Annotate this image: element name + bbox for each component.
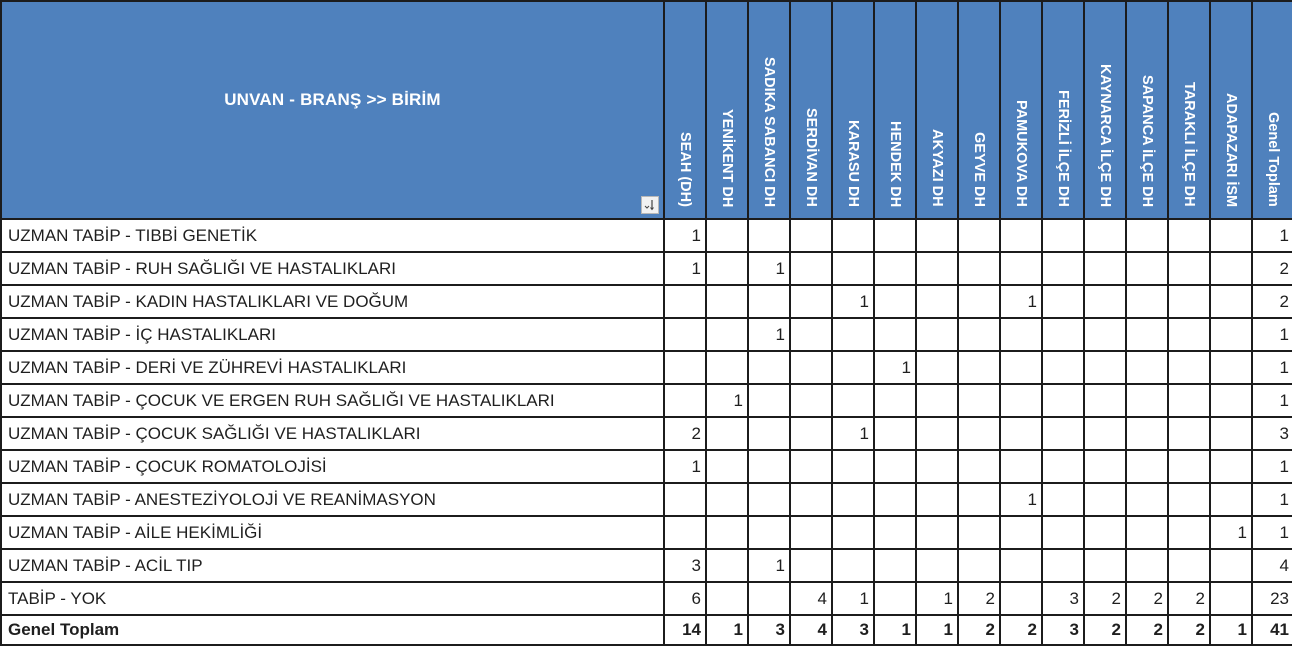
- value-cell[interactable]: [832, 252, 874, 285]
- row-field-header: [1, 1, 664, 219]
- value-cell[interactable]: [1084, 252, 1126, 285]
- value-cell[interactable]: [748, 351, 790, 384]
- value-cell[interactable]: [1210, 351, 1252, 384]
- value-cell[interactable]: 2: [1168, 615, 1210, 645]
- value-cell[interactable]: [958, 219, 1000, 252]
- value-cell[interactable]: [874, 582, 916, 615]
- value-cell[interactable]: [664, 483, 706, 516]
- value-cell[interactable]: [1042, 252, 1084, 285]
- table-row: [1, 450, 1292, 483]
- value-cell[interactable]: [874, 285, 916, 318]
- value-cell[interactable]: 1: [1000, 483, 1042, 516]
- value-cell[interactable]: [916, 252, 958, 285]
- value-cell[interactable]: [1126, 285, 1168, 318]
- grand-total-cell[interactable]: 23: [1252, 582, 1292, 615]
- value-cell[interactable]: 2: [1126, 582, 1168, 615]
- grand-total-cell[interactable]: 1: [1252, 450, 1292, 483]
- value-cell[interactable]: [916, 483, 958, 516]
- value-cell[interactable]: [1042, 417, 1084, 450]
- value-cell[interactable]: 1: [916, 582, 958, 615]
- table-row: [1, 417, 1292, 450]
- row-field-header-label: UNVAN - BRANŞ >> BİRİM: [224, 90, 441, 109]
- value-cell[interactable]: [1210, 450, 1252, 483]
- value-cell[interactable]: 2: [1126, 615, 1168, 645]
- value-cell[interactable]: [1168, 384, 1210, 417]
- value-cell[interactable]: [748, 285, 790, 318]
- value-cell[interactable]: 2: [1168, 582, 1210, 615]
- value-cell[interactable]: [664, 384, 706, 417]
- table-row: [1, 384, 1292, 417]
- value-cell[interactable]: 1: [664, 450, 706, 483]
- row-label-cell[interactable]: UZMAN TABİP - ACİL TIP: [1, 549, 664, 582]
- row-label-cell[interactable]: UZMAN TABİP - KADIN HASTALIKLARI VE DOĞUM: [1, 285, 664, 318]
- value-cell[interactable]: 1: [916, 615, 958, 645]
- value-cell[interactable]: [664, 351, 706, 384]
- value-cell[interactable]: [748, 219, 790, 252]
- grand-total-row: [1, 615, 1292, 645]
- value-cell[interactable]: [916, 285, 958, 318]
- value-cell[interactable]: [1084, 483, 1126, 516]
- value-cell[interactable]: 1: [748, 318, 790, 351]
- value-cell[interactable]: [1084, 417, 1126, 450]
- filter-dropdown-button[interactable]: [641, 196, 659, 214]
- row-label-cell[interactable]: Genel Toplam: [1, 615, 664, 645]
- value-cell[interactable]: 1: [664, 219, 706, 252]
- value-cell[interactable]: [706, 351, 748, 384]
- value-cell[interactable]: [790, 516, 832, 549]
- value-cell[interactable]: [916, 450, 958, 483]
- value-cell[interactable]: 2: [1084, 582, 1126, 615]
- value-cell[interactable]: [1210, 219, 1252, 252]
- value-cell[interactable]: [1210, 252, 1252, 285]
- value-cell[interactable]: [958, 516, 1000, 549]
- column-header-serdivan[interactable]: SERDİVAN DH: [790, 1, 832, 219]
- value-cell[interactable]: [1126, 483, 1168, 516]
- value-cell[interactable]: [832, 450, 874, 483]
- value-cell[interactable]: [706, 417, 748, 450]
- value-cell[interactable]: [748, 417, 790, 450]
- value-cell[interactable]: [874, 384, 916, 417]
- value-cell[interactable]: [706, 219, 748, 252]
- grand-total-cell[interactable]: 2: [1252, 285, 1292, 318]
- value-cell[interactable]: [1042, 351, 1084, 384]
- value-cell[interactable]: [1126, 252, 1168, 285]
- value-cell[interactable]: [1126, 219, 1168, 252]
- column-header-akyazi[interactable]: AKYAZI DH: [916, 1, 958, 219]
- grand-total-cell[interactable]: 2: [1252, 252, 1292, 285]
- value-cell[interactable]: [790, 450, 832, 483]
- value-cell[interactable]: 3: [664, 549, 706, 582]
- value-cell[interactable]: [1126, 351, 1168, 384]
- value-cell[interactable]: [748, 384, 790, 417]
- column-header-sadika-sabanci[interactable]: SADIKA SABANCI DH: [748, 1, 790, 219]
- value-cell[interactable]: 2: [1084, 615, 1126, 645]
- value-cell[interactable]: [1168, 549, 1210, 582]
- grand-total-cell[interactable]: 3: [1252, 417, 1292, 450]
- value-cell[interactable]: [874, 219, 916, 252]
- value-cell[interactable]: [664, 516, 706, 549]
- value-cell[interactable]: [1000, 549, 1042, 582]
- value-cell[interactable]: [1000, 351, 1042, 384]
- value-cell[interactable]: [1210, 549, 1252, 582]
- pivot-body: [1, 219, 1292, 645]
- value-cell[interactable]: [1126, 417, 1168, 450]
- value-cell[interactable]: [958, 450, 1000, 483]
- value-cell[interactable]: [958, 384, 1000, 417]
- value-cell[interactable]: [1126, 549, 1168, 582]
- value-cell[interactable]: 6: [664, 582, 706, 615]
- table-row: [1, 318, 1292, 351]
- value-cell[interactable]: 3: [832, 615, 874, 645]
- value-cell[interactable]: [1042, 384, 1084, 417]
- value-cell[interactable]: [1168, 351, 1210, 384]
- value-cell[interactable]: [1042, 318, 1084, 351]
- value-cell[interactable]: [1000, 252, 1042, 285]
- value-cell[interactable]: [1126, 384, 1168, 417]
- value-cell[interactable]: 1: [748, 252, 790, 285]
- value-cell[interactable]: [1000, 417, 1042, 450]
- column-header-hendek[interactable]: HENDEK DH: [874, 1, 916, 219]
- value-cell[interactable]: [832, 516, 874, 549]
- value-cell[interactable]: [790, 417, 832, 450]
- table-row: [1, 516, 1292, 549]
- value-cell[interactable]: [790, 351, 832, 384]
- value-cell[interactable]: 2: [664, 417, 706, 450]
- value-cell[interactable]: [1168, 516, 1210, 549]
- column-header-geyve[interactable]: GEYVE DH: [958, 1, 1000, 219]
- value-cell[interactable]: [1126, 318, 1168, 351]
- value-cell[interactable]: [874, 516, 916, 549]
- value-cell[interactable]: [706, 252, 748, 285]
- value-cell[interactable]: [958, 417, 1000, 450]
- value-cell[interactable]: [1084, 549, 1126, 582]
- value-cell[interactable]: [706, 516, 748, 549]
- value-cell[interactable]: [916, 516, 958, 549]
- value-cell[interactable]: [832, 318, 874, 351]
- value-cell[interactable]: [664, 285, 706, 318]
- value-cell[interactable]: 4: [790, 582, 832, 615]
- table-row: [1, 582, 1292, 615]
- value-cell[interactable]: [916, 351, 958, 384]
- value-cell[interactable]: 3: [1042, 582, 1084, 615]
- value-cell[interactable]: [1042, 549, 1084, 582]
- value-cell[interactable]: [1042, 450, 1084, 483]
- grand-total-cell[interactable]: 41: [1252, 615, 1292, 645]
- grand-total-cell[interactable]: 4: [1252, 549, 1292, 582]
- value-cell[interactable]: [1168, 450, 1210, 483]
- value-cell[interactable]: 2: [1000, 615, 1042, 645]
- column-header-yenikent[interactable]: YENİKENT DH: [706, 1, 748, 219]
- value-cell[interactable]: 2: [958, 615, 1000, 645]
- value-cell[interactable]: [874, 417, 916, 450]
- value-cell[interactable]: [832, 219, 874, 252]
- value-cell[interactable]: [748, 582, 790, 615]
- value-cell[interactable]: [790, 384, 832, 417]
- value-cell[interactable]: 1: [706, 615, 748, 645]
- value-cell[interactable]: [958, 549, 1000, 582]
- value-cell[interactable]: [1000, 450, 1042, 483]
- table-row: [1, 252, 1292, 285]
- value-cell[interactable]: [1000, 582, 1042, 615]
- row-label-cell[interactable]: UZMAN TABİP - İÇ HASTALIKLARI: [1, 318, 664, 351]
- value-cell[interactable]: [706, 285, 748, 318]
- value-cell[interactable]: 1: [874, 351, 916, 384]
- value-cell[interactable]: 1: [874, 615, 916, 645]
- value-cell[interactable]: [706, 582, 748, 615]
- grand-total-cell[interactable]: 1: [1252, 516, 1292, 549]
- value-cell[interactable]: [832, 351, 874, 384]
- value-cell[interactable]: [1084, 351, 1126, 384]
- value-cell[interactable]: [790, 318, 832, 351]
- column-header-grand-total[interactable]: Genel Toplam: [1252, 1, 1292, 219]
- value-cell[interactable]: [1000, 384, 1042, 417]
- value-cell[interactable]: [790, 285, 832, 318]
- value-cell[interactable]: [958, 318, 1000, 351]
- value-cell[interactable]: [916, 219, 958, 252]
- value-cell[interactable]: 14: [664, 615, 706, 645]
- value-cell[interactable]: 3: [1042, 615, 1084, 645]
- value-cell[interactable]: [1042, 516, 1084, 549]
- value-cell[interactable]: [1084, 318, 1126, 351]
- column-header-karasu[interactable]: KARASU DH: [832, 1, 874, 219]
- value-cell[interactable]: [1000, 318, 1042, 351]
- value-cell[interactable]: [958, 483, 1000, 516]
- value-cell[interactable]: [832, 549, 874, 582]
- grand-total-cell[interactable]: 1: [1252, 384, 1292, 417]
- row-label-cell[interactable]: UZMAN TABİP - AİLE HEKİMLİĞİ: [1, 516, 664, 549]
- value-cell[interactable]: [1126, 450, 1168, 483]
- value-cell[interactable]: [1210, 318, 1252, 351]
- table-row: [1, 549, 1292, 582]
- row-label-cell[interactable]: UZMAN TABİP - ÇOCUK VE ERGEN RUH SAĞLIĞI VE HASTALIKLARI: [1, 384, 664, 417]
- value-cell[interactable]: 3: [748, 615, 790, 645]
- value-cell[interactable]: 2: [958, 582, 1000, 615]
- column-header-pamukova[interactable]: PAMUKOVA DH: [1000, 1, 1042, 219]
- grand-total-cell[interactable]: 1: [1252, 351, 1292, 384]
- grand-total-cell[interactable]: 1: [1252, 483, 1292, 516]
- value-cell[interactable]: [1168, 318, 1210, 351]
- value-cell[interactable]: [958, 285, 1000, 318]
- column-header-kaynarca[interactable]: KAYNARCA İLÇE DH: [1084, 1, 1126, 219]
- value-cell[interactable]: [790, 219, 832, 252]
- value-cell[interactable]: [1084, 516, 1126, 549]
- row-label-cell[interactable]: TABİP - YOK: [1, 582, 664, 615]
- value-cell[interactable]: [1084, 450, 1126, 483]
- value-cell[interactable]: [1042, 285, 1084, 318]
- row-label-cell[interactable]: UZMAN TABİP - ANESTEZİYOLOJİ VE REANİMASYON: [1, 483, 664, 516]
- value-cell[interactable]: [1000, 219, 1042, 252]
- value-cell[interactable]: [1126, 516, 1168, 549]
- value-cell[interactable]: [916, 384, 958, 417]
- value-cell[interactable]: [706, 450, 748, 483]
- column-header-tarakli[interactable]: TARAKLI İLÇE DH: [1168, 1, 1210, 219]
- value-cell[interactable]: [832, 384, 874, 417]
- value-cell[interactable]: [1042, 483, 1084, 516]
- value-cell[interactable]: 4: [790, 615, 832, 645]
- value-cell[interactable]: [748, 516, 790, 549]
- value-cell[interactable]: [1168, 252, 1210, 285]
- value-cell[interactable]: [790, 549, 832, 582]
- value-cell[interactable]: [916, 549, 958, 582]
- table-row: [1, 483, 1292, 516]
- value-cell[interactable]: [874, 549, 916, 582]
- value-cell[interactable]: [1084, 219, 1126, 252]
- column-header-seah[interactable]: SEAH (DH): [664, 1, 706, 219]
- value-cell[interactable]: [1210, 384, 1252, 417]
- value-cell[interactable]: 1: [832, 417, 874, 450]
- value-cell[interactable]: [874, 450, 916, 483]
- value-cell[interactable]: [874, 252, 916, 285]
- value-cell[interactable]: [748, 483, 790, 516]
- row-label-cell[interactable]: UZMAN TABİP - ÇOCUK SAĞLIĞI VE HASTALIKLARI: [1, 417, 664, 450]
- value-cell[interactable]: 1: [1210, 615, 1252, 645]
- value-cell[interactable]: [790, 483, 832, 516]
- grand-total-cell[interactable]: 1: [1252, 219, 1292, 252]
- column-header-adapazari-ism[interactable]: ADAPAZARI İSM: [1210, 1, 1252, 219]
- value-cell[interactable]: [874, 318, 916, 351]
- value-cell[interactable]: [1084, 384, 1126, 417]
- value-cell[interactable]: [706, 483, 748, 516]
- row-label-cell[interactable]: UZMAN TABİP - TIBBİ GENETİK: [1, 219, 664, 252]
- value-cell[interactable]: 1: [832, 285, 874, 318]
- value-cell[interactable]: [706, 549, 748, 582]
- value-cell[interactable]: [1084, 285, 1126, 318]
- value-cell[interactable]: [1210, 483, 1252, 516]
- value-cell[interactable]: [1168, 483, 1210, 516]
- value-cell[interactable]: 1: [748, 549, 790, 582]
- column-header-ferizli[interactable]: FERİZLİ İLÇE DH: [1042, 1, 1084, 219]
- value-cell[interactable]: [1168, 219, 1210, 252]
- value-cell[interactable]: [790, 252, 832, 285]
- row-label-cell[interactable]: UZMAN TABİP - DERİ VE ZÜHREVİ HASTALIKLARI: [1, 351, 664, 384]
- value-cell[interactable]: [916, 318, 958, 351]
- value-cell[interactable]: 1: [706, 384, 748, 417]
- row-label-cell[interactable]: UZMAN TABİP - ÇOCUK ROMATOLOJİSİ: [1, 450, 664, 483]
- value-cell[interactable]: [958, 252, 1000, 285]
- value-cell[interactable]: [1000, 516, 1042, 549]
- table-row: [1, 351, 1292, 384]
- value-cell[interactable]: 1: [1000, 285, 1042, 318]
- table-row: [1, 285, 1292, 318]
- value-cell[interactable]: [664, 318, 706, 351]
- value-cell[interactable]: [916, 417, 958, 450]
- value-cell[interactable]: 1: [664, 252, 706, 285]
- value-cell[interactable]: [1210, 417, 1252, 450]
- value-cell[interactable]: [958, 351, 1000, 384]
- grand-total-cell[interactable]: 1: [1252, 318, 1292, 351]
- value-cell[interactable]: [1168, 285, 1210, 318]
- value-cell[interactable]: 1: [1210, 516, 1252, 549]
- filter-dropdown-icon: [644, 199, 656, 211]
- value-cell[interactable]: [1042, 219, 1084, 252]
- value-cell[interactable]: [748, 450, 790, 483]
- column-header-sapanca[interactable]: SAPANCA İLÇE DH: [1126, 1, 1168, 219]
- value-cell[interactable]: [1210, 285, 1252, 318]
- value-cell[interactable]: [1168, 417, 1210, 450]
- value-cell[interactable]: [832, 483, 874, 516]
- header-row: [1, 1, 1292, 219]
- row-label-cell[interactable]: UZMAN TABİP - RUH SAĞLIĞI VE HASTALIKLARI: [1, 252, 664, 285]
- value-cell[interactable]: 1: [832, 582, 874, 615]
- value-cell[interactable]: [874, 483, 916, 516]
- table-row: [1, 219, 1292, 252]
- value-cell[interactable]: [1210, 582, 1252, 615]
- value-cell[interactable]: [706, 318, 748, 351]
